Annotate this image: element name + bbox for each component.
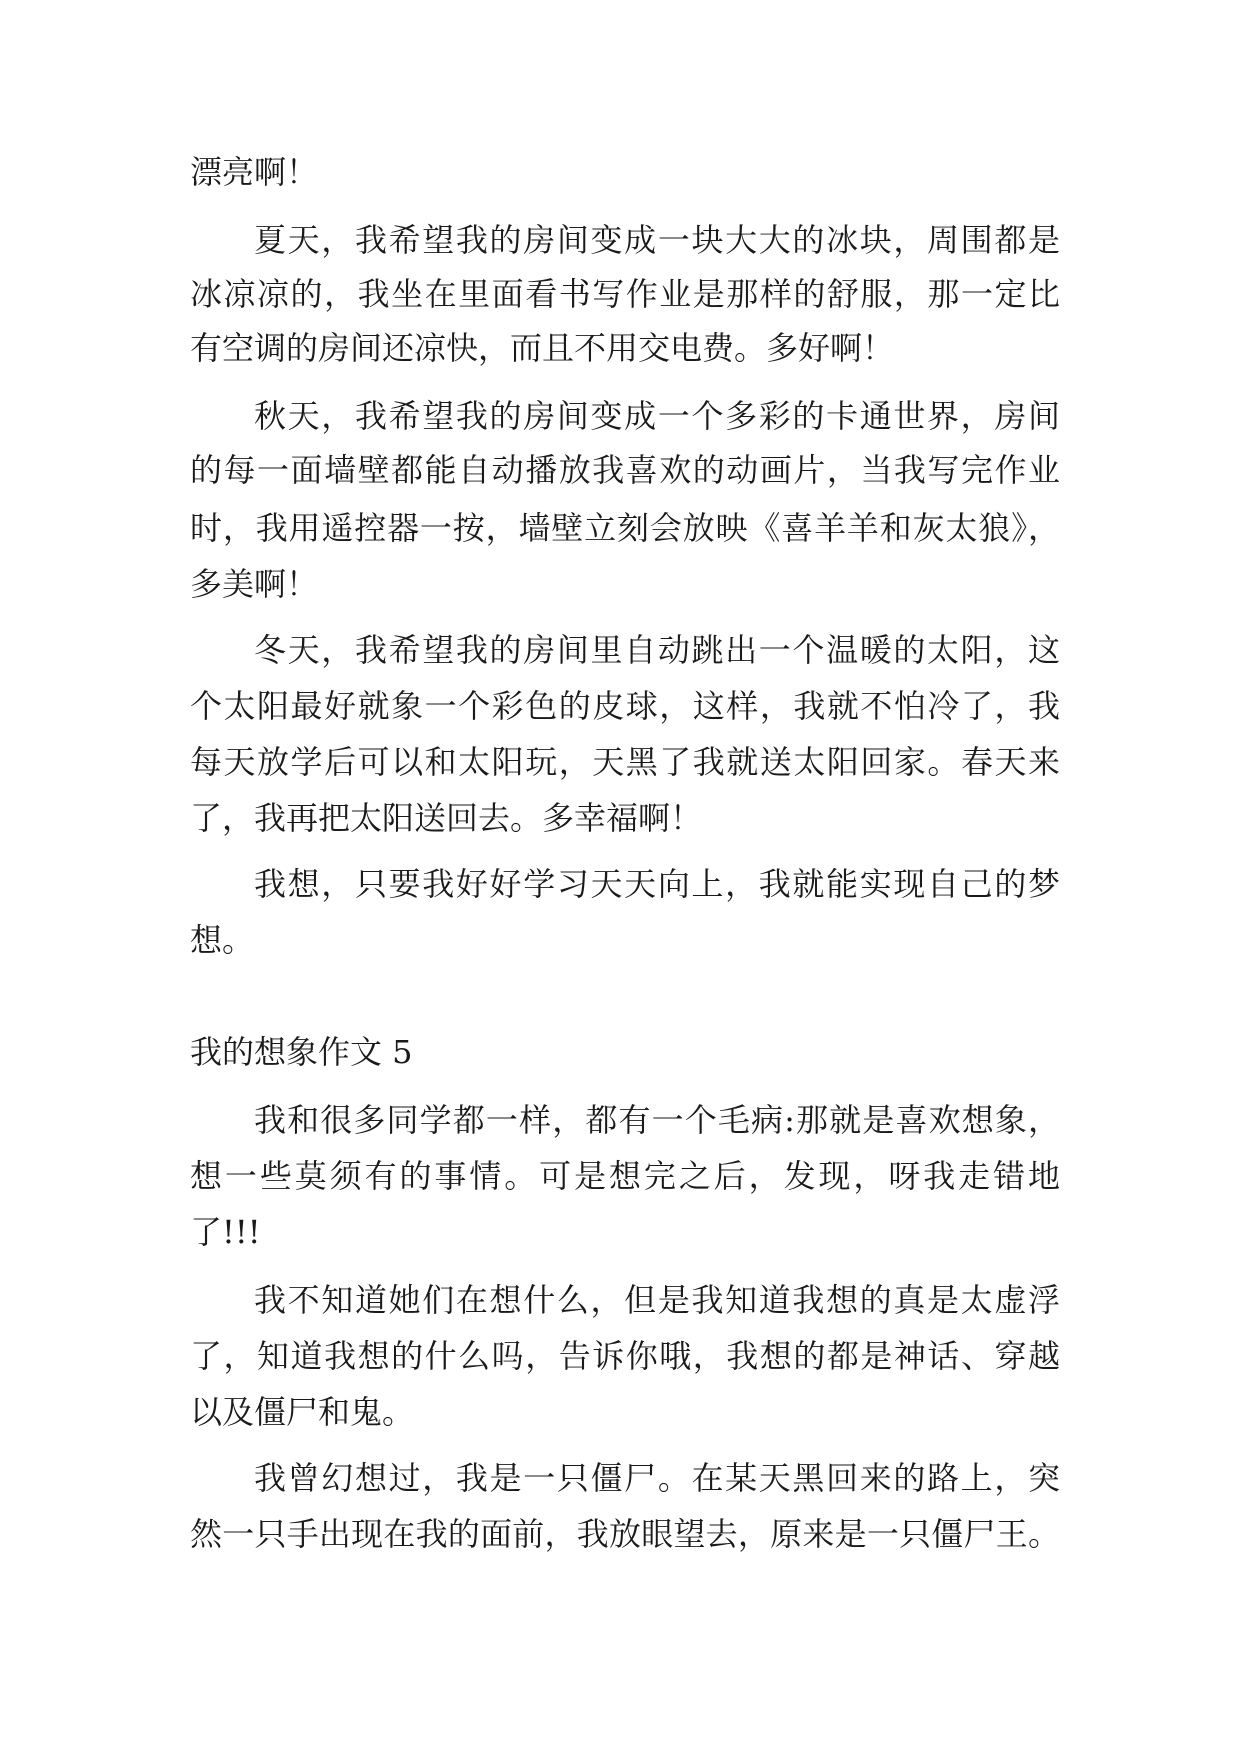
text-line: 我想，只要我好好学习天天向上，我就能实现自己的梦 — [254, 865, 1060, 903]
text-line: 冰凉凉的，我坐在里面看书写作业是那样的舒服，那一定比 — [190, 275, 1060, 313]
text-line: 的每一面墙壁都能自动播放我喜欢的动画片，当我写完作业 — [190, 451, 1060, 489]
text-line: 我和很多同学都一样，都有一个毛病:那就是喜欢想象， — [254, 1101, 1060, 1139]
text-line: 漂亮啊！ — [190, 153, 319, 191]
section-title: 我的想象作文 5 — [190, 1033, 413, 1071]
text-line: 每天放学后可以和太阳玩，天黑了我就送太阳回家。春天来 — [190, 743, 1060, 781]
text-line: 多美啊！ — [190, 565, 319, 603]
text-line: 个太阳最好就象一个彩色的皮球，这样，我就不怕冷了，我 — [190, 687, 1060, 725]
text-line: 了，知道我想的什么吗，告诉你哦，我想的都是神话、穿越 — [190, 1337, 1060, 1375]
text-line: 想一些莫须有的事情。可是想完之后，发现，呀我走错地 — [190, 1157, 1060, 1195]
text-line: 夏天，我希望我的房间变成一块大大的冰块，周围都是 — [254, 221, 1060, 259]
text-line: 秋天，我希望我的房间变成一个多彩的卡通世界，房间 — [254, 397, 1060, 435]
text-line: 了!!! — [190, 1213, 261, 1251]
text-line: 想。 — [190, 921, 255, 959]
text-line: 有空调的房间还凉快，而且不用交电费。多好啊！ — [190, 329, 895, 367]
text-line: 时，我用遥控器一按，墙壁立刻会放映《喜羊羊和灰太狼》， — [190, 509, 1060, 547]
text-line: 然一只手出现在我的面前，我放眼望去，原来是一只僵尸王。 — [190, 1515, 1060, 1553]
text-line: 我曾幻想过，我是一只僵尸。在某天黑回来的路上，突 — [254, 1459, 1060, 1497]
text-line: 以及僵尸和鬼。 — [190, 1393, 415, 1431]
text-line: 我不知道她们在想什么，但是我知道我想的真是太虚浮 — [254, 1281, 1060, 1319]
text-line: 了，我再把太阳送回去。多幸福啊！ — [190, 799, 703, 837]
text-line: 冬天，我希望我的房间里自动跳出一个温暖的太阳，这 — [254, 631, 1060, 669]
